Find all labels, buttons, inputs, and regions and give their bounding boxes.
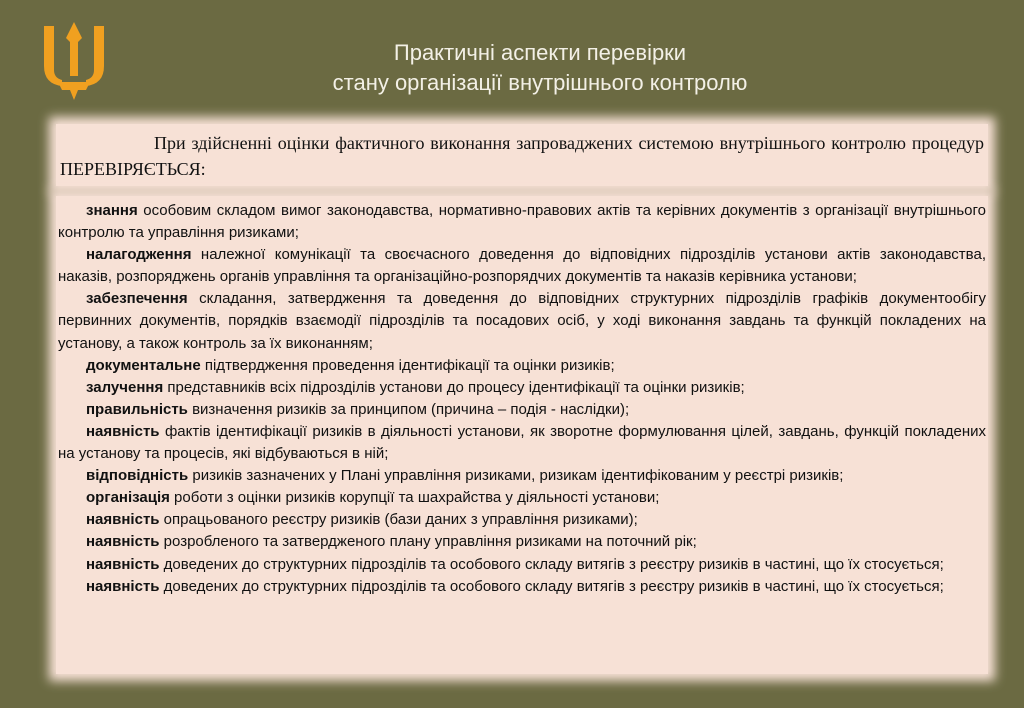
item-keyword: наявність [86,511,160,529]
item-keyword: забезпечення [86,290,188,308]
item-text: опрацьованого реєстру ризиків (бази даних з управління ризиками); [159,511,638,529]
item-keyword: наявність [86,555,160,573]
title-line-1: Практичні аспекти перевірки [393,40,687,65]
item-text: роботи з оцінки ризиків корупції та шахрайства у діяльності установи; [169,489,660,507]
list-item [58,576,986,598]
item-text: фактів ідентифікації ризиків в діяльності установи, як зворотне формулювання цілей, завдань, функцій покладених на установу та процесів, які відбуваються в ній; [58,422,986,463]
list-item [58,288,986,354]
list-item [58,200,986,244]
item-keyword: відповідність [86,467,189,485]
item-text: особовим складом вимог законодавства, нормативно-правових актів та керівних документів з організації внутрішнього контролю та управління ризиками; [58,202,986,242]
list-item [58,465,986,487]
intro-text: При здійсненні оцінки фактичного виконання запроваджених системою внутрішнього контролю процедур ПЕРЕВІРЯЄТЬСЯ: [60,133,984,179]
item-text: доведених до структурних підрозділів та особового складу витягів з реєстру ризиків в частині, що їх стосується; [159,577,944,595]
item-keyword: наявність [86,422,160,440]
list-item [58,244,986,288]
item-keyword: наявність [86,533,160,551]
list-item [58,355,986,377]
list-item [58,487,986,509]
item-text: ризиків зазначених у Плані управління ризиками, ризикам ідентифікованим у реєстрі ризиків; [188,467,844,485]
list-item [58,509,986,531]
item-keyword: правильність [86,400,188,418]
item-keyword: документальне [86,356,201,374]
item-keyword: наявність [86,577,160,595]
item-keyword: налагодження [86,246,192,264]
list-item [58,531,986,553]
title-line-2: стану організації внутрішнього контролю [332,70,748,95]
list-item [58,399,986,421]
list-item [58,554,986,576]
item-text: доведених до структурних підрозділів та особового складу витягів з реєстру ризиків в частині, що їх стосується; [159,555,944,573]
item-keyword: залучення [86,378,164,396]
checklist [58,200,986,598]
item-text: складання, затвердження та доведення до відповідних структурних підрозділів графіків документообігу первинних документів, порядків взаємодії підрозділів та посадових осіб, у ході виконання завдань та функцій покладених на установу, а також контроль за їх виконанням; [58,290,986,352]
list-item [58,421,986,465]
item-text: підтвердження проведення ідентифікації та оцінки ризиків; [200,356,615,374]
item-text: належної комунікації та своєчасного доведення до відповідних підрозділів установи актів законодавства, наказів, розпоряджень органів управління та організаційно-розпорядчих документів та наказів керівника установи; [58,246,986,286]
item-keyword: знання [86,202,138,219]
item-text: розробленого та затвердженого плану управління ризиками на поточний рік; [159,533,697,551]
page-title [280,38,800,98]
trident-icon [40,20,108,102]
item-keyword: організація [86,489,170,507]
list-item [58,377,986,399]
item-text: визначення ризиків за принципом (причина – подія - наслідки); [187,400,630,418]
item-text: представників всіх підрозділів установи до процесу ідентифікації та оцінки ризиків; [163,378,745,396]
